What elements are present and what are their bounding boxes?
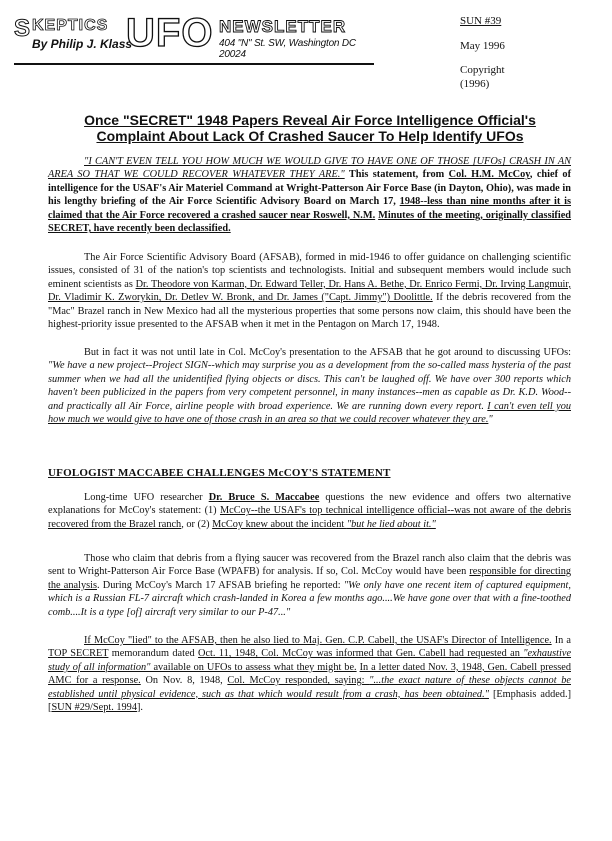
issue-number: SUN #39 — [460, 15, 502, 27]
brand-letter-s: S — [14, 15, 31, 42]
captured-equipment-quote: "We only have one recent item of captured equipment, which is a Russian FL-7 aircraft which crash-landed in Korea a few months ago....We have gone over that with a fine-toothed comb....It is a type [of] aircraft very similar to our P-47..." — [48, 579, 571, 618]
mccoy-name: Col. H.M. McCoy — [448, 169, 530, 181]
paragraph-afsab: The Air Force Scientific Advisory Board (AFSAB), formed in mid-1946 to offer guidance on challenging scientific issues, consisted of 31 of the nation's top scientists and technologists. Initial and subsequent members would include such eminent scientists as Dr. Theodore von Karman, Dr. Edward Teller, Dr. Hans A. Bethe, Dr. Enrico Fermi, Dr. Irving Langmuir, Dr. Vladimir K. Zworykin, Dr. Detlev W. Bronk, and Dr. James ("Capt. Jimmy") Doolittle. If the debris recovered from the "Mac" Brazel ranch in New Mexico had all the mysterious properties that some persons now claim, this should have been the highest-priority issue presented to the AFSAB when it met in the Pentagon on March 17, 1948. — [48, 252, 572, 331]
brand-skeptics: KEPTICS — [32, 17, 109, 34]
issue-date: May 1996 — [460, 40, 505, 52]
copyright-year: (1996) — [460, 78, 490, 90]
section-subhead: UFOLOGIST MACCABEE CHALLENGES McCOY'S STATEMENT — [48, 467, 391, 479]
brand-newsletter: NEWSLETTER — [219, 17, 347, 36]
mccoy-quote: "I CAN'T EVEN TELL YOU HOW MUCH WE WOULD GIVE TO HAVE ONE OF THOSE [UFOs] CRASH IN AN AREA SO THAT WE COULD RECOVER WHATEVER THEY ARE." — [48, 156, 571, 181]
maccabee-name: Dr. Bruce S. Maccabee — [208, 492, 320, 503]
scientist-names: Dr. Theodore von Karman, Dr. Edward Teller, Dr. Hans A. Bethe, Dr. Enrico Fermi, Dr. Irving Langmuir, Dr. Vladimir K. Zworykin, Dr. Detlev W. Bronk, and Dr. James ("Capt. Jimmy") Doolittle. — [48, 278, 572, 304]
headline — [50, 112, 570, 144]
briefing-quote: "We have a new project--Project SIGN--which may surprise you as a development from the so-called mass hysteria of the past summer when we had all the unidentified flying objects or discs. This can't be laughed off. We have over 300 reports which haven't been publicized in the papers from very competent personnel, in many instances--men as capable as Dr. K.D. Wood--and practically all Air Force, airline people with broad experience. We are running down every report. — [48, 360, 571, 412]
copyright-label: Copyright — [460, 64, 505, 76]
author-byline: By Philip J. Klass — [32, 37, 133, 51]
paragraph-intro: "I CAN'T EVEN TELL YOU HOW MUCH WE WOULD GIVE TO HAVE ONE OF THOSE [UFOs] CRASH IN AN AREA SO THAT WE COULD RECOVER WHATEVER THEY ARE." This statement, from Col. H.M. McCoy, chief of intelligence for the USAF's Air Materiel Command at Wright-Patterson Air Force Base (in Dayton, Ohio), was made in his lengthy briefing of the Air Force Scientific Advisory Board on March 17, 1948--less than nine months after it is claimed that the Air Force recovered a crashed saucer near Roswell, N.M. Minutes of the meeting, originally classified SECRET, have recently been declassified. — [48, 156, 572, 235]
issue-info — [460, 14, 580, 91]
paragraph-cabell: If McCoy "lied" to the AFSAB, then he also lied to Maj. Gen. C.P. Cabell, the USAF's Director of Intelligence. In a TOP SECRET memorandum dated Oct. 11, 1948, Col. McCoy was informed that Gen. Cabell had requested an "exhaustive study of all information" available on UFOs to assess what they might be. In a letter dated Nov. 3, 1948, Gen. Cabell pressed AMC for a response. On Nov. 8, 1948, Col. McCoy responded, saying: "...the exact nature of these objects cannot be established until physical evidence, such as that which would result from a crash, has been obtained." [Emphasis added.] [SUN #29/Sept. 1994]. — [48, 635, 572, 714]
headline-line-2: Complaint About Lack Of Crashed Saucer To Help Identify UFOs — [96, 128, 524, 144]
paragraph-debris: Those who claim that debris from a flying saucer was recovered from the Brazel ranch also claim that the debris was sent to Wright-Patterson Air Force Base (WPAFB) for analysis. If so, Col. McCoy would have been responsible for directing the analysis. During McCoy's March 17 AFSAB briefing he reported: "We only have one recent item of captured equipment, which is a Russian FL-7 aircraft which crash-landed in Korea a few months ago....We have gone over that with a fine-toothed comb....It is a type [of] aircraft very similar to our P-47..." — [48, 553, 571, 618]
masthead — [14, 13, 374, 65]
sun-29-reference: SUN #29/Sept. 1994 — [51, 702, 137, 714]
headline-line-1: Once "SECRET" 1948 Papers Reveal Air Force Intelligence Official's — [84, 112, 536, 128]
brand-ufo: UFO — [126, 11, 214, 55]
paragraph-briefing: But in fact it was not until late in Col. McCoy's presentation to the AFSAB that he got around to discussing UFOs: "We have a new project--Project SIGN--which may surprise you as a development from the so-called mass hysteria of the past summer when we had all the unidentified flying objects or discs. This can't be laughed off. We have over 300 reports which haven't been publicized in the papers from very competent personnel, in many instances--men as capable as Dr. K.D. Wood--and practically all Air Force, airline people with broad experience. We are running down every report. I can't even tell you how much we would give to have one of those crash in an area so that we could recover whatever they are." — [48, 347, 571, 426]
address: 404 "N" St. SW, Washington DC 20024 — [219, 38, 356, 60]
paragraph-maccabee: Long-time UFO researcher Dr. Bruce S. Maccabee questions the new evidence and offers two alternative explanations for McCoy's statement: (1) McCoy--the USAF's top technical intelligence official--was not aware of the debris recovered from the Brazel ranch, or (2) McCoy knew about the incident "but he lied about it." — [48, 492, 572, 530]
